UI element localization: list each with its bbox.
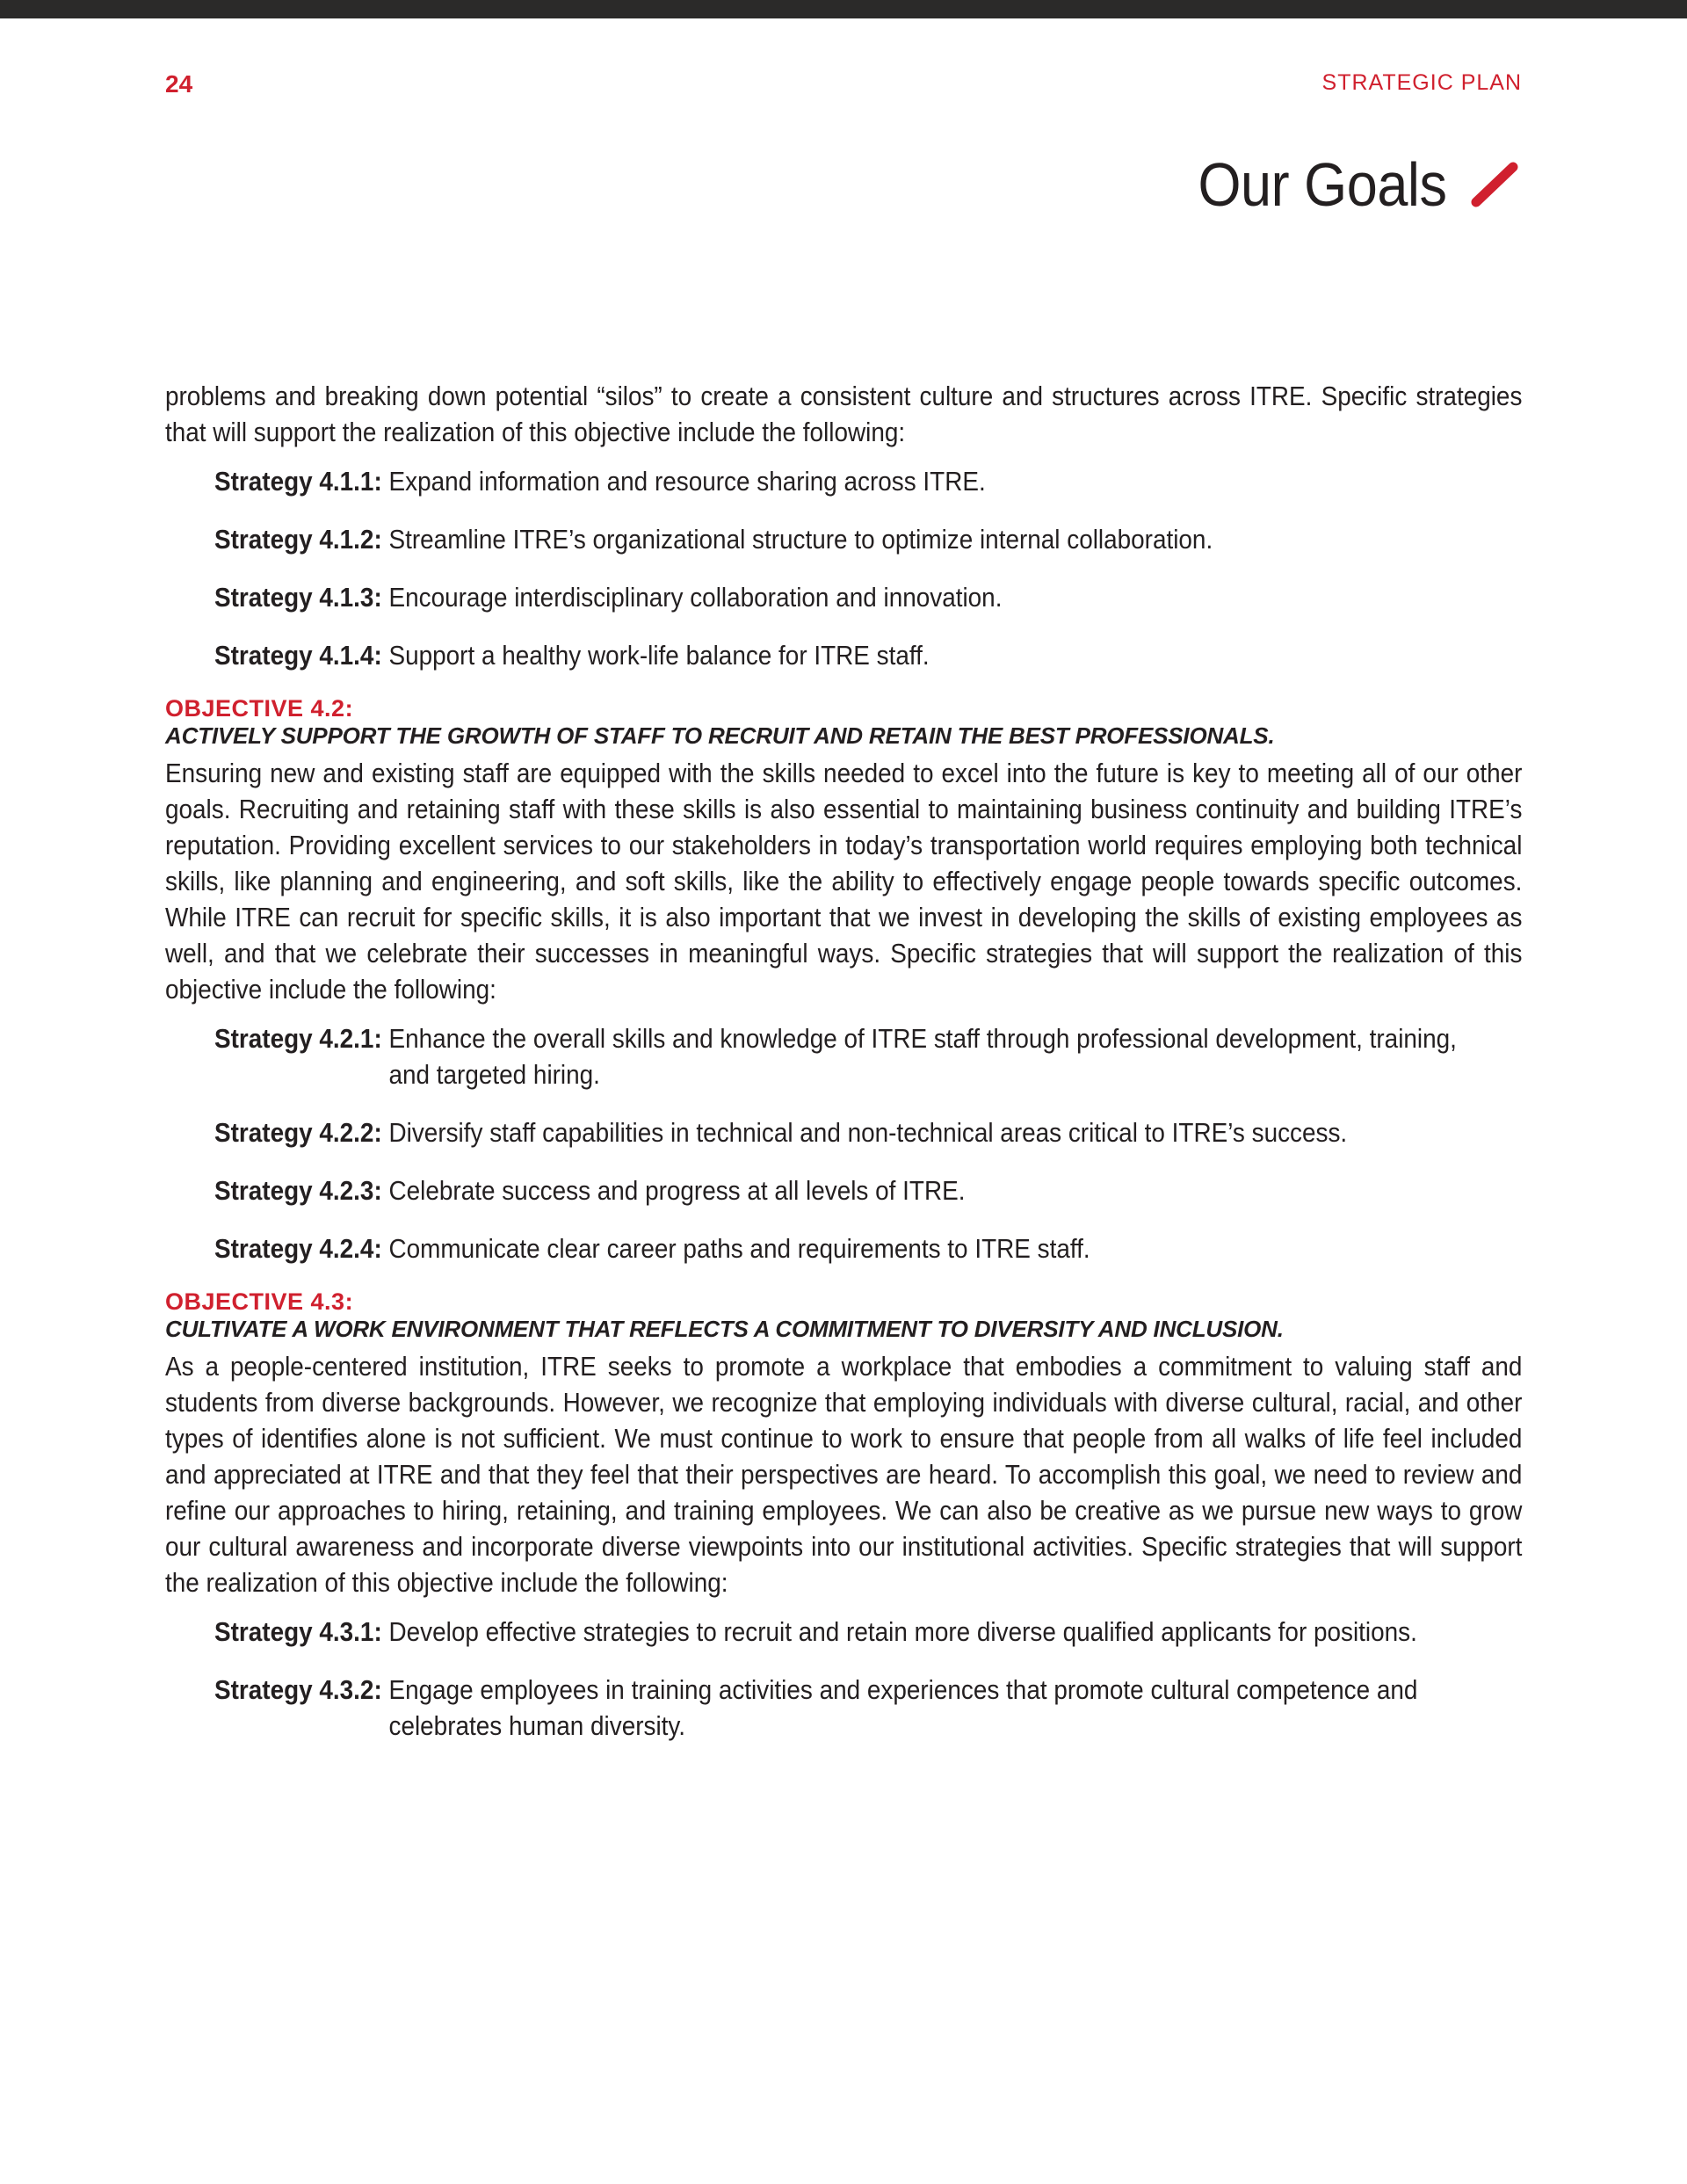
objective-number: OBJECTIVE 4.2: xyxy=(165,695,354,722)
strategy-label: Strategy 4.1.2: xyxy=(214,524,382,555)
strategy-item xyxy=(214,579,1523,615)
strategy-label: Strategy 4.1.1: xyxy=(214,466,382,497)
objective-4-3 xyxy=(165,1288,1522,1744)
strategy-label: Strategy 4.3.2: xyxy=(214,1674,389,1705)
strategy-list-4-2 xyxy=(165,1020,1522,1266)
strategy-label: Strategy 4.1.4: xyxy=(214,640,382,671)
strategy-text: Communicate clear career paths and requirements to ITRE staff. xyxy=(388,1233,1090,1264)
strategy-text: Diversify staff capabilities in technical and non-technical areas critical to ITRE’s success. xyxy=(388,1117,1348,1148)
strategy-item xyxy=(214,521,1523,557)
strategy-item xyxy=(214,1614,1523,1650)
strategy-text: Expand information and resource sharing across ITRE. xyxy=(388,466,986,497)
page-title: Our Goals xyxy=(1197,150,1446,219)
strategy-text: Develop effective strategies to recruit and retain more diverse qualified applicants for positions. xyxy=(388,1616,1417,1647)
strategy-text: Celebrate success and progress at all levels of ITRE. xyxy=(388,1175,966,1206)
strategy-item xyxy=(214,1672,1523,1744)
strategy-text: Encourage interdisciplinary collaboration and innovation. xyxy=(388,582,1003,613)
objective-body: Ensuring new and existing staff are equipped with the skills needed to excel into the future is key to meeting all of our other goals. Recruiting and retaining staff with these skills is also essential to maintaining business continuity and building ITRE’s reputation. Providing excellent services to our stakeholders in today’s transportation world requires employing both technical skills, like planning and engineering, and soft skills, like the ability to effectively engage people towards specific outcomes. While ITRE can recruit for specific skills, it is also important that we invest in developing the skills of existing employees as well, and that we celebrate their successes in meaningful ways. Specific strategies that will support the realization of this objective include the following: xyxy=(165,758,1523,1005)
objective-title: CULTIVATE A WORK ENVIRONMENT THAT REFLECTS A COMMITMENT TO DIVERSITY AND INCLUSION. xyxy=(165,1316,1284,1342)
strategy-item xyxy=(214,463,1523,499)
running-head: STRATEGIC PLAN xyxy=(1321,70,1522,95)
main-content xyxy=(165,378,1522,1766)
top-border-bar xyxy=(0,0,1687,18)
strategy-list-4-1 xyxy=(165,463,1522,673)
intro-paragraph: problems and breaking down potential “silos” to create a consistent culture and structures across ITRE. Specific strategies that will support the realization of this objective include the following: xyxy=(165,381,1523,447)
strategy-text: Support a healthy work-life balance for ITRE staff. xyxy=(388,640,930,671)
strategy-text: Engage employees in training activities and experiences that promote cultural competence and celebrates human diversity. xyxy=(388,1674,1418,1741)
strategy-list-4-3 xyxy=(165,1614,1522,1744)
red-pen-slash-icon xyxy=(1469,158,1522,211)
strategy-item xyxy=(214,1172,1523,1208)
strategy-item xyxy=(214,637,1523,673)
strategy-item xyxy=(214,1230,1523,1266)
page-number: 24 xyxy=(165,70,193,98)
page-title-block xyxy=(1170,149,1523,220)
objective-number: OBJECTIVE 4.3: xyxy=(165,1288,354,1315)
strategy-text: Enhance the overall skills and knowledge of ITRE staff through professional development, training, and targeted hiring. xyxy=(388,1023,1457,1090)
strategy-label: Strategy 4.2.4: xyxy=(214,1233,382,1264)
objective-body: As a people-centered institution, ITRE seeks to promote a workplace that embodies a commitment to valuing staff and students from diverse backgrounds. However, we recognize that employing individuals with diverse cultural, racial, and other types of identifies alone is not sufficient. We must continue to work to ensure that people from all walks of life feel included and appreciated at ITRE and that they feel that their perspectives are heard. To accomplish this goal, we need to review and refine our approaches to hiring, retaining, and training employees. We can also be creative as we pursue new ways to grow our cultural awareness and incorporate diverse viewpoints into our institutional activities. Specific strategies that will support the realization of this objective include the following: xyxy=(165,1351,1523,1598)
objective-4-2 xyxy=(165,695,1522,1266)
strategy-item xyxy=(214,1020,1523,1092)
strategy-label: Strategy 4.1.3: xyxy=(214,582,382,613)
strategy-label: Strategy 4.3.1: xyxy=(214,1616,389,1647)
strategy-label: Strategy 4.2.1: xyxy=(214,1023,389,1054)
strategy-label: Strategy 4.2.2: xyxy=(214,1117,382,1148)
objective-title: ACTIVELY SUPPORT THE GROWTH OF STAFF TO RECRUIT AND RETAIN THE BEST PROFESSIONALS. xyxy=(165,722,1275,749)
strategy-item xyxy=(214,1114,1523,1150)
strategy-text: Streamline ITRE’s organizational structure to optimize internal collaboration. xyxy=(388,524,1213,555)
strategy-label: Strategy 4.2.3: xyxy=(214,1175,382,1206)
